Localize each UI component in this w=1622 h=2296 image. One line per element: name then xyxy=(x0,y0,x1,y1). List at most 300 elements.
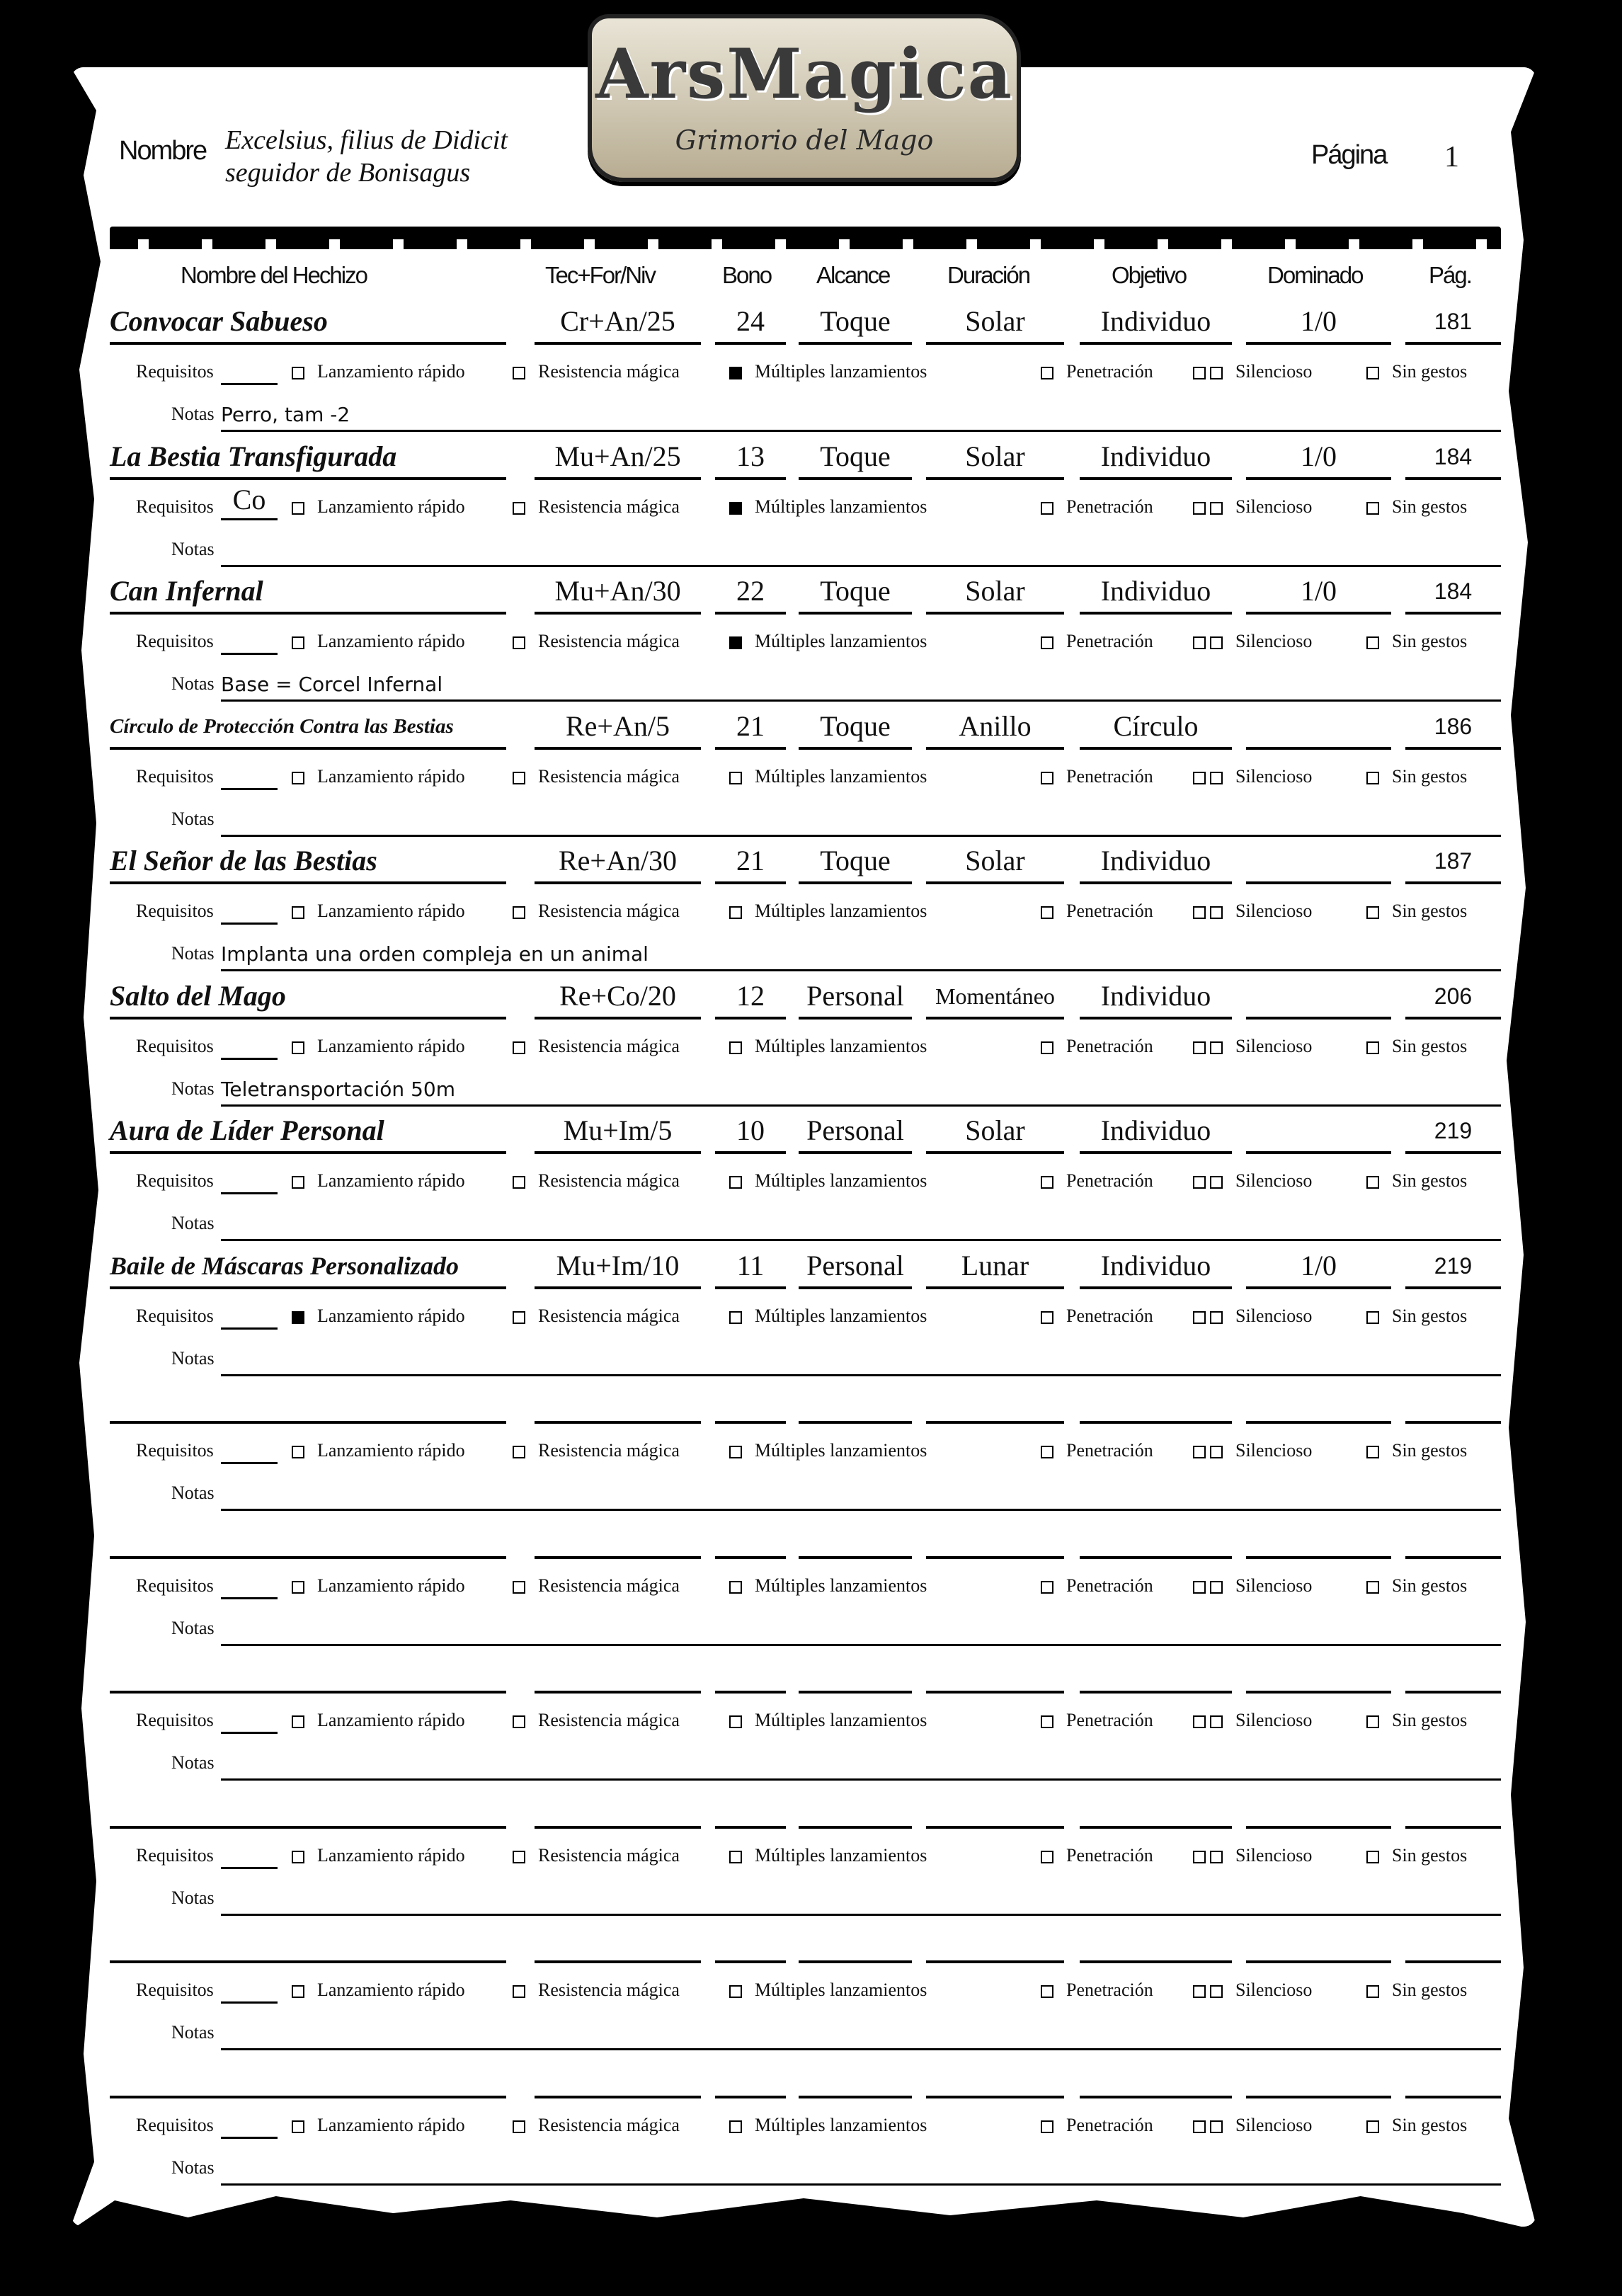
checkbox[interactable] xyxy=(1210,1311,1223,1324)
checkbox[interactable] xyxy=(1210,1176,1223,1189)
option-multiples[interactable] xyxy=(729,1302,927,1330)
option-silencioso[interactable] xyxy=(1193,763,1312,791)
checkbox[interactable] xyxy=(729,367,742,379)
checkbox[interactable] xyxy=(292,502,304,515)
option-sin_gestos[interactable] xyxy=(1366,1437,1467,1465)
spell-alcance[interactable] xyxy=(799,2055,912,2098)
spell-bono[interactable]: 13 xyxy=(715,436,786,480)
checkbox[interactable] xyxy=(292,1041,304,1054)
spell-pag[interactable]: 219 xyxy=(1405,1110,1501,1154)
option-penetracion[interactable] xyxy=(1041,627,1153,656)
checkbox[interactable] xyxy=(1210,1985,1223,1998)
spell-duracion[interactable]: Solar xyxy=(926,571,1064,615)
option-sin_gestos[interactable] xyxy=(1366,1706,1467,1735)
spell-objetivo[interactable]: Círculo xyxy=(1080,706,1232,750)
spell-pag[interactable]: 184 xyxy=(1405,436,1501,480)
requisitos-field[interactable] xyxy=(221,2106,278,2139)
spell-bono[interactable] xyxy=(715,1919,786,1963)
option-penetracion[interactable] xyxy=(1041,1976,1153,2004)
option-silencioso[interactable] xyxy=(1193,1302,1312,1330)
option-penetracion[interactable] xyxy=(1041,493,1153,521)
spell-duracion[interactable]: Solar xyxy=(926,436,1064,480)
option-sin_gestos[interactable] xyxy=(1366,1976,1467,2004)
spell-pag[interactable] xyxy=(1405,2055,1501,2098)
spell-bono[interactable]: 21 xyxy=(715,706,786,750)
spell-bono[interactable]: 10 xyxy=(715,1110,786,1154)
spell-pag[interactable]: 184 xyxy=(1405,571,1501,615)
spell-tec[interactable]: Re+An/5 xyxy=(535,706,701,750)
spell-objetivo[interactable] xyxy=(1080,1380,1232,1424)
option-penetracion[interactable] xyxy=(1041,763,1153,791)
requisitos-field[interactable] xyxy=(221,1836,278,1869)
checkbox[interactable] xyxy=(1366,1311,1379,1324)
checkbox[interactable] xyxy=(513,1985,525,1998)
checkbox[interactable] xyxy=(1366,1581,1379,1594)
checkbox[interactable] xyxy=(1210,1446,1223,1458)
spell-objetivo[interactable]: Individuo xyxy=(1080,301,1232,345)
option-resistencia[interactable] xyxy=(513,1032,680,1061)
spell-bono[interactable]: 12 xyxy=(715,976,786,1020)
checkbox[interactable] xyxy=(1193,1851,1206,1863)
spell-dominado[interactable] xyxy=(1246,1380,1391,1424)
checkbox[interactable] xyxy=(1041,1041,1053,1054)
option-silencioso[interactable] xyxy=(1193,1976,1312,2004)
requisitos-field[interactable] xyxy=(221,1161,278,1194)
spell-objetivo[interactable] xyxy=(1080,2055,1232,2098)
option-penetracion[interactable] xyxy=(1041,1032,1153,1061)
checkbox[interactable] xyxy=(292,1311,304,1324)
spell-bono[interactable]: 11 xyxy=(715,1245,786,1289)
spell-objetivo[interactable] xyxy=(1080,1785,1232,1829)
checkbox[interactable] xyxy=(1366,1985,1379,1998)
spell-dominado[interactable] xyxy=(1246,1650,1391,1694)
spell-objetivo[interactable]: Individuo xyxy=(1080,840,1232,884)
spell-dominado[interactable] xyxy=(1246,1515,1391,1559)
option-lanzamiento[interactable] xyxy=(292,2111,465,2140)
option-silencioso[interactable] xyxy=(1193,2111,1312,2140)
option-lanzamiento[interactable] xyxy=(292,1437,465,1465)
spell-objetivo[interactable]: Individuo xyxy=(1080,571,1232,615)
checkbox[interactable] xyxy=(1041,636,1053,649)
option-penetracion[interactable] xyxy=(1041,1841,1153,1870)
checkbox[interactable] xyxy=(1041,367,1053,379)
checkbox[interactable] xyxy=(513,1446,525,1458)
checkbox[interactable] xyxy=(1041,1715,1053,1728)
option-sin_gestos[interactable] xyxy=(1366,493,1467,521)
checkbox[interactable] xyxy=(513,502,525,515)
option-multiples[interactable] xyxy=(729,897,927,925)
option-sin_gestos[interactable] xyxy=(1366,897,1467,925)
notes-field[interactable] xyxy=(221,1344,1501,1376)
option-resistencia[interactable] xyxy=(513,1167,680,1195)
checkbox[interactable] xyxy=(513,1311,525,1324)
spell-tec[interactable]: Re+An/30 xyxy=(535,840,701,884)
checkbox[interactable] xyxy=(1210,1581,1223,1594)
spell-alcance[interactable]: Personal xyxy=(799,976,912,1020)
checkbox[interactable] xyxy=(1366,636,1379,649)
notes-field[interactable]: Perro, tam -2 xyxy=(221,400,1501,432)
checkbox[interactable] xyxy=(1193,772,1206,784)
checkbox[interactable] xyxy=(292,1176,304,1189)
checkbox[interactable] xyxy=(1193,1041,1206,1054)
option-silencioso[interactable] xyxy=(1193,1437,1312,1465)
checkbox[interactable] xyxy=(729,636,742,649)
spell-duracion[interactable] xyxy=(926,1785,1064,1829)
checkbox[interactable] xyxy=(1193,1715,1206,1728)
option-resistencia[interactable] xyxy=(513,1706,680,1735)
spell-duracion[interactable] xyxy=(926,1515,1064,1559)
checkbox[interactable] xyxy=(1366,367,1379,379)
option-penetracion[interactable] xyxy=(1041,358,1153,386)
spell-objetivo[interactable] xyxy=(1080,1515,1232,1559)
checkbox[interactable] xyxy=(1366,772,1379,784)
checkbox[interactable] xyxy=(1210,502,1223,515)
checkbox[interactable] xyxy=(1041,502,1053,515)
spell-duracion[interactable] xyxy=(926,1380,1064,1424)
notes-field[interactable]: Implanta una orden compleja en un animal xyxy=(221,939,1501,971)
checkbox[interactable] xyxy=(1210,1715,1223,1728)
checkbox[interactable] xyxy=(1193,1176,1206,1189)
checkbox[interactable] xyxy=(1366,2120,1379,2133)
spell-alcance[interactable]: Toque xyxy=(799,301,912,345)
spell-name[interactable] xyxy=(110,1785,506,1829)
spell-dominado[interactable] xyxy=(1246,976,1391,1020)
checkbox[interactable] xyxy=(729,1311,742,1324)
spell-alcance[interactable]: Toque xyxy=(799,706,912,750)
requisitos-field[interactable]: Co xyxy=(221,487,278,520)
checkbox[interactable] xyxy=(1041,772,1053,784)
checkbox[interactable] xyxy=(729,906,742,919)
spell-dominado[interactable] xyxy=(1246,2055,1391,2098)
requisitos-field[interactable] xyxy=(221,1431,278,1464)
option-multiples[interactable] xyxy=(729,763,927,791)
notes-field[interactable]: Teletransportación 50m xyxy=(221,1075,1501,1107)
checkbox[interactable] xyxy=(1193,1446,1206,1458)
option-multiples[interactable] xyxy=(729,1167,927,1195)
option-silencioso[interactable] xyxy=(1193,493,1312,521)
option-lanzamiento[interactable] xyxy=(292,358,465,386)
option-resistencia[interactable] xyxy=(513,358,680,386)
spell-pag[interactable]: 206 xyxy=(1405,976,1501,1020)
checkbox[interactable] xyxy=(1193,1311,1206,1324)
option-penetracion[interactable] xyxy=(1041,897,1153,925)
spell-name[interactable] xyxy=(110,1380,506,1424)
spell-alcance[interactable]: Toque xyxy=(799,571,912,615)
checkbox[interactable] xyxy=(1193,502,1206,515)
option-sin_gestos[interactable] xyxy=(1366,358,1467,386)
option-resistencia[interactable] xyxy=(513,1572,680,1600)
spell-objetivo[interactable]: Individuo xyxy=(1080,436,1232,480)
option-resistencia[interactable] xyxy=(513,897,680,925)
checkbox[interactable] xyxy=(292,2120,304,2133)
option-silencioso[interactable] xyxy=(1193,897,1312,925)
spell-objetivo[interactable]: Individuo xyxy=(1080,976,1232,1020)
spell-dominado[interactable] xyxy=(1246,1919,1391,1963)
option-multiples[interactable] xyxy=(729,1706,927,1735)
notes-field[interactable] xyxy=(221,1614,1501,1646)
notes-field[interactable] xyxy=(221,805,1501,837)
checkbox[interactable] xyxy=(1193,367,1206,379)
spell-duracion[interactable] xyxy=(926,1919,1064,1963)
option-multiples[interactable] xyxy=(729,358,927,386)
spell-name[interactable]: Salto del Mago xyxy=(110,976,506,1020)
checkbox[interactable] xyxy=(292,1985,304,1998)
checkbox[interactable] xyxy=(1366,1715,1379,1728)
spell-duracion[interactable] xyxy=(926,2055,1064,2098)
spell-pag[interactable] xyxy=(1405,1380,1501,1424)
spell-bono[interactable] xyxy=(715,1515,786,1559)
checkbox[interactable] xyxy=(729,1985,742,1998)
spell-objetivo[interactable]: Individuo xyxy=(1080,1245,1232,1289)
option-lanzamiento[interactable] xyxy=(292,1032,465,1061)
spell-name[interactable]: Convocar Sabueso xyxy=(110,301,506,345)
spell-bono[interactable] xyxy=(715,1785,786,1829)
checkbox[interactable] xyxy=(729,1581,742,1594)
option-lanzamiento[interactable] xyxy=(292,763,465,791)
spell-name[interactable]: Can Infernal xyxy=(110,571,506,615)
notes-field[interactable] xyxy=(221,1479,1501,1511)
option-silencioso[interactable] xyxy=(1193,1841,1312,1870)
checkbox[interactable] xyxy=(1210,2120,1223,2133)
option-resistencia[interactable] xyxy=(513,493,680,521)
checkbox[interactable] xyxy=(513,1851,525,1863)
spell-tec[interactable]: Mu+Im/10 xyxy=(535,1245,701,1289)
option-silencioso[interactable] xyxy=(1193,1032,1312,1061)
checkbox[interactable] xyxy=(1193,906,1206,919)
checkbox[interactable] xyxy=(513,1041,525,1054)
spell-dominado[interactable] xyxy=(1246,1110,1391,1154)
option-lanzamiento[interactable] xyxy=(292,1976,465,2004)
checkbox[interactable] xyxy=(1366,906,1379,919)
spell-duracion[interactable] xyxy=(926,1650,1064,1694)
checkbox[interactable] xyxy=(729,1446,742,1458)
option-penetracion[interactable] xyxy=(1041,1706,1153,1735)
checkbox[interactable] xyxy=(1041,2120,1053,2133)
option-penetracion[interactable] xyxy=(1041,1167,1153,1195)
checkbox[interactable] xyxy=(729,1715,742,1728)
notes-field[interactable] xyxy=(221,535,1501,567)
spell-dominado[interactable]: 1/0 xyxy=(1246,1245,1391,1289)
spell-duracion[interactable]: Solar xyxy=(926,840,1064,884)
option-resistencia[interactable] xyxy=(513,1841,680,1870)
checkbox[interactable] xyxy=(1210,636,1223,649)
checkbox[interactable] xyxy=(513,1581,525,1594)
option-resistencia[interactable] xyxy=(513,1437,680,1465)
checkbox[interactable] xyxy=(1041,1176,1053,1189)
spell-name[interactable] xyxy=(110,1650,506,1694)
spell-name[interactable] xyxy=(110,1919,506,1963)
checkbox[interactable] xyxy=(1366,1176,1379,1189)
checkbox[interactable] xyxy=(1210,1041,1223,1054)
notes-field[interactable] xyxy=(221,2018,1501,2050)
option-sin_gestos[interactable] xyxy=(1366,1572,1467,1600)
checkbox[interactable] xyxy=(292,772,304,784)
checkbox[interactable] xyxy=(1041,1311,1053,1324)
checkbox[interactable] xyxy=(513,636,525,649)
spell-tec[interactable] xyxy=(535,1380,701,1424)
option-silencioso[interactable] xyxy=(1193,627,1312,656)
requisitos-field[interactable] xyxy=(221,1701,278,1734)
option-sin_gestos[interactable] xyxy=(1366,627,1467,656)
spell-alcance[interactable]: Personal xyxy=(799,1110,912,1154)
notes-field[interactable] xyxy=(221,2154,1501,2186)
spell-alcance[interactable] xyxy=(799,1515,912,1559)
spell-name[interactable]: El Señor de las Bestias xyxy=(110,840,506,884)
checkbox[interactable] xyxy=(513,367,525,379)
option-resistencia[interactable] xyxy=(513,627,680,656)
notes-field[interactable]: Base = Corcel Infernal xyxy=(221,670,1501,702)
spell-tec[interactable]: Mu+An/25 xyxy=(535,436,701,480)
checkbox[interactable] xyxy=(1041,1851,1053,1863)
spell-tec[interactable] xyxy=(535,1919,701,1963)
spell-pag[interactable] xyxy=(1405,1650,1501,1694)
spell-bono[interactable] xyxy=(715,1650,786,1694)
option-penetracion[interactable] xyxy=(1041,2111,1153,2140)
spell-duracion[interactable]: Lunar xyxy=(926,1245,1064,1289)
option-silencioso[interactable] xyxy=(1193,1706,1312,1735)
spell-pag[interactable]: 181 xyxy=(1405,301,1501,345)
spell-dominado[interactable]: 1/0 xyxy=(1246,571,1391,615)
spell-pag[interactable] xyxy=(1405,1919,1501,1963)
checkbox[interactable] xyxy=(729,1041,742,1054)
checkbox[interactable] xyxy=(1193,636,1206,649)
option-silencioso[interactable] xyxy=(1193,358,1312,386)
option-multiples[interactable] xyxy=(729,1841,927,1870)
spell-objetivo[interactable]: Individuo xyxy=(1080,1110,1232,1154)
spell-alcance[interactable] xyxy=(799,1380,912,1424)
checkbox[interactable] xyxy=(729,1176,742,1189)
option-lanzamiento[interactable] xyxy=(292,1167,465,1195)
checkbox[interactable] xyxy=(292,906,304,919)
checkbox[interactable] xyxy=(729,502,742,515)
option-silencioso[interactable] xyxy=(1193,1167,1312,1195)
spell-tec[interactable]: Re+Co/20 xyxy=(535,976,701,1020)
spell-name[interactable] xyxy=(110,2055,506,2098)
checkbox[interactable] xyxy=(292,1851,304,1863)
option-multiples[interactable] xyxy=(729,627,927,656)
spell-bono[interactable]: 24 xyxy=(715,301,786,345)
spell-bono[interactable] xyxy=(715,2055,786,2098)
spell-tec[interactable]: Mu+An/30 xyxy=(535,571,701,615)
option-sin_gestos[interactable] xyxy=(1366,2111,1467,2140)
spell-name[interactable]: Aura de Líder Personal xyxy=(110,1110,506,1154)
requisitos-field[interactable] xyxy=(221,622,278,655)
spell-alcance[interactable] xyxy=(799,1919,912,1963)
checkbox[interactable] xyxy=(1041,1446,1053,1458)
checkbox[interactable] xyxy=(513,1715,525,1728)
spell-duracion[interactable]: Anillo xyxy=(926,706,1064,750)
option-sin_gestos[interactable] xyxy=(1366,1032,1467,1061)
checkbox[interactable] xyxy=(292,1581,304,1594)
spell-alcance[interactable] xyxy=(799,1785,912,1829)
checkbox[interactable] xyxy=(292,1715,304,1728)
spell-tec[interactable]: Mu+Im/5 xyxy=(535,1110,701,1154)
checkbox[interactable] xyxy=(292,636,304,649)
requisitos-field[interactable] xyxy=(221,1296,278,1330)
checkbox[interactable] xyxy=(729,772,742,784)
option-lanzamiento[interactable] xyxy=(292,1302,465,1330)
spell-tec[interactable] xyxy=(535,1515,701,1559)
checkbox[interactable] xyxy=(1193,1985,1206,1998)
option-resistencia[interactable] xyxy=(513,2111,680,2140)
requisitos-field[interactable] xyxy=(221,891,278,925)
spell-bono[interactable]: 21 xyxy=(715,840,786,884)
requisitos-field[interactable] xyxy=(221,352,278,385)
spell-bono[interactable] xyxy=(715,1380,786,1424)
spell-alcance[interactable]: Toque xyxy=(799,840,912,884)
spell-alcance[interactable]: Personal xyxy=(799,1245,912,1289)
option-penetracion[interactable] xyxy=(1041,1572,1153,1600)
checkbox[interactable] xyxy=(1210,1851,1223,1863)
spell-pag[interactable] xyxy=(1405,1515,1501,1559)
option-lanzamiento[interactable] xyxy=(292,1572,465,1600)
spell-dominado[interactable] xyxy=(1246,840,1391,884)
checkbox[interactable] xyxy=(729,1851,742,1863)
spell-tec[interactable]: Cr+An/25 xyxy=(535,301,701,345)
checkbox[interactable] xyxy=(1210,772,1223,784)
spell-pag[interactable]: 219 xyxy=(1405,1245,1501,1289)
spell-alcance[interactable] xyxy=(799,1650,912,1694)
spell-tec[interactable] xyxy=(535,1650,701,1694)
checkbox[interactable] xyxy=(513,906,525,919)
spell-bono[interactable]: 22 xyxy=(715,571,786,615)
spell-name[interactable]: La Bestia Transfigurada xyxy=(110,436,506,480)
checkbox[interactable] xyxy=(1041,906,1053,919)
spell-pag[interactable]: 186 xyxy=(1405,706,1501,750)
option-penetracion[interactable] xyxy=(1041,1437,1153,1465)
option-resistencia[interactable] xyxy=(513,1302,680,1330)
option-multiples[interactable] xyxy=(729,2111,927,2140)
checkbox[interactable] xyxy=(1193,1581,1206,1594)
option-multiples[interactable] xyxy=(729,1437,927,1465)
requisitos-field[interactable] xyxy=(221,1566,278,1599)
option-penetracion[interactable] xyxy=(1041,1302,1153,1330)
option-multiples[interactable] xyxy=(729,1976,927,2004)
option-lanzamiento[interactable] xyxy=(292,493,465,521)
checkbox[interactable] xyxy=(513,772,525,784)
checkbox[interactable] xyxy=(513,2120,525,2133)
notes-field[interactable] xyxy=(221,1884,1501,1916)
option-lanzamiento[interactable] xyxy=(292,1841,465,1870)
checkbox[interactable] xyxy=(1366,1851,1379,1863)
spell-duracion[interactable]: Momentáneo xyxy=(926,976,1064,1020)
spell-dominado[interactable] xyxy=(1246,706,1391,750)
checkbox[interactable] xyxy=(1210,367,1223,379)
spell-tec[interactable] xyxy=(535,1785,701,1829)
requisitos-field[interactable] xyxy=(221,1970,278,2004)
option-lanzamiento[interactable] xyxy=(292,897,465,925)
spell-objetivo[interactable] xyxy=(1080,1919,1232,1963)
checkbox[interactable] xyxy=(292,367,304,379)
spell-dominado[interactable] xyxy=(1246,1785,1391,1829)
spell-duracion[interactable]: Solar xyxy=(926,1110,1064,1154)
checkbox[interactable] xyxy=(1041,1581,1053,1594)
option-resistencia[interactable] xyxy=(513,1976,680,2004)
checkbox[interactable] xyxy=(1366,1041,1379,1054)
checkbox[interactable] xyxy=(1366,1446,1379,1458)
requisitos-field[interactable] xyxy=(221,1027,278,1060)
checkbox[interactable] xyxy=(292,1446,304,1458)
option-sin_gestos[interactable] xyxy=(1366,1302,1467,1330)
spell-objetivo[interactable] xyxy=(1080,1650,1232,1694)
spell-alcance[interactable]: Toque xyxy=(799,436,912,480)
option-sin_gestos[interactable] xyxy=(1366,1167,1467,1195)
spell-tec[interactable] xyxy=(535,2055,701,2098)
checkbox[interactable] xyxy=(729,2120,742,2133)
spell-duracion[interactable]: Solar xyxy=(926,301,1064,345)
option-silencioso[interactable] xyxy=(1193,1572,1312,1600)
option-lanzamiento[interactable] xyxy=(292,627,465,656)
